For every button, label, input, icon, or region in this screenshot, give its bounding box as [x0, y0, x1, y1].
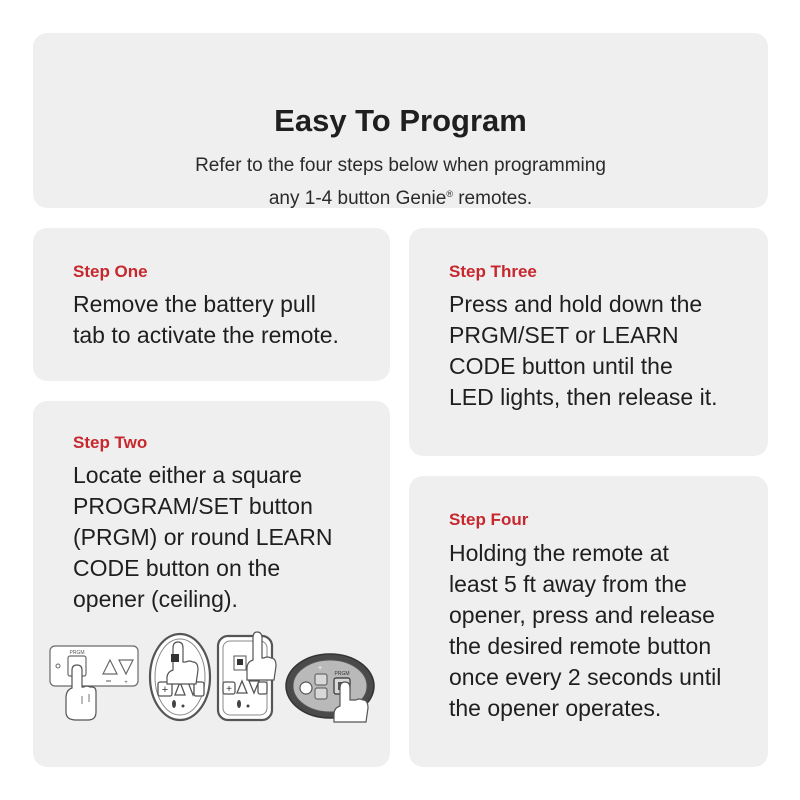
svg-text:+: + — [161, 684, 169, 696]
step-three-line: LED lights, then release it. — [449, 384, 718, 410]
step-four-line: the opener operates. — [449, 695, 662, 721]
step-three-label: Step Three — [449, 262, 537, 281]
step-two-line: Locate either a square — [73, 462, 302, 488]
page-subtitle — [33, 151, 768, 213]
step-one-label: Step One — [73, 262, 148, 281]
step-four-line: Holding the remote at — [449, 540, 669, 566]
step-one-line: Remove the battery pull — [73, 291, 316, 317]
panel1-prgm-label: PRGM — [69, 650, 85, 656]
step-three-line: PRGM/SET or LEARN — [449, 322, 679, 348]
step-four-card — [409, 476, 768, 767]
svg-text:+: + — [226, 684, 232, 695]
step-three-line: CODE button until the — [449, 353, 673, 379]
subtitle-line-2-post: remotes. — [452, 188, 533, 209]
step-four-text — [449, 538, 721, 724]
step-two-line: (PRGM) or round LEARN — [73, 524, 333, 550]
control-panel-icon — [50, 646, 138, 720]
panel4-prgm-label: PRGM — [334, 671, 350, 677]
svg-text:+: + — [317, 665, 323, 672]
oval-console-icon — [286, 654, 374, 722]
step-one-text — [73, 289, 339, 351]
step-four-line: least 5 ft away from the — [449, 571, 687, 597]
header-card — [33, 33, 768, 208]
subtitle-line-1: Refer to the four steps below when programming — [195, 155, 606, 176]
step-four-line: the desired remote button — [449, 633, 712, 659]
step-three-card — [409, 228, 768, 456]
step-three-line: Press and hold down the — [449, 291, 703, 317]
step-one-line: tab to activate the remote. — [73, 322, 339, 348]
round-console-icon — [150, 634, 210, 720]
remote-consoles-illustration — [48, 630, 378, 725]
step-two-line: CODE button on the — [73, 555, 281, 581]
subtitle-line-2 — [33, 180, 768, 213]
step-four-line: opener, press and release — [449, 602, 715, 628]
step-four-line: once every 2 seconds until — [449, 664, 722, 690]
registered-mark: ® — [446, 189, 453, 199]
step-two-label: Step Two — [73, 433, 148, 452]
svg-text:+: + — [124, 680, 128, 686]
step-two-line: opener (ceiling). — [73, 586, 238, 612]
step-four-label: Step Four — [449, 510, 529, 529]
square-console-icon — [218, 632, 276, 720]
step-two-line: PROGRAM/SET button — [73, 493, 313, 519]
page-title: Easy To Program — [274, 103, 527, 138]
step-two-text — [73, 460, 332, 615]
step-one-card — [33, 228, 390, 381]
step-three-text — [449, 289, 717, 413]
subtitle-line-2-pre: any 1-4 button Genie — [268, 188, 447, 209]
